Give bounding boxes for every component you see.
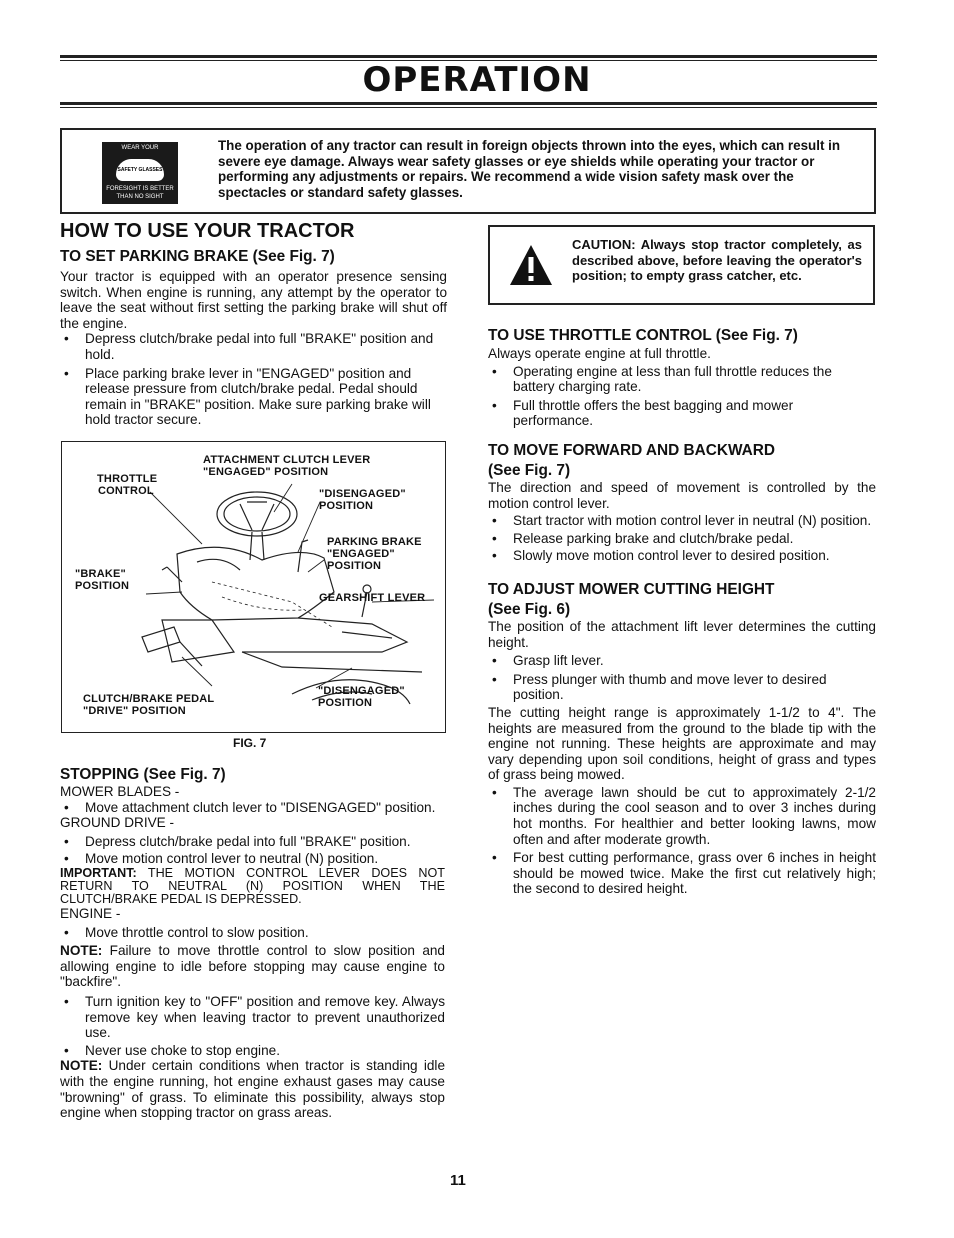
list-item: • For best cutting performance, grass over 6 inches in height should be mowed twice. Make the first cut relatively high; the second to desired height. — [488, 850, 876, 897]
list-item: • Move throttle control to slow position. — [60, 925, 445, 941]
badge-top-text: WEAR YOUR — [121, 145, 159, 151]
label-parking-brake-engaged: "ENGAGED" — [327, 548, 395, 560]
list-item: • The average lawn should be cut to approximately 2-1/2 inches during the cool season and to over 3 inches during hot months. For healthier and better looking lawns, mow often and after moderate growth. — [488, 785, 876, 847]
important-note — [60, 867, 445, 906]
engine-label: ENGINE - — [60, 905, 121, 921]
parking-brake-intro: Your tractor is equipped with an operator presence sensing switch. When engine is running, any attempt by the operator to leave the seat without first setting the parking brake will shut off the engine. — [60, 269, 447, 331]
safety-glasses-icon — [102, 142, 178, 204]
parking-brake-heading: TO SET PARKING BRAKE (See Fig. 7) — [60, 248, 335, 265]
label-disengaged-2-position: POSITION — [318, 697, 373, 709]
note-backfire — [60, 943, 445, 990]
badge-bottom-text-1: FORESIGHT IS BETTER — [106, 186, 174, 192]
throttle-list — [488, 364, 876, 429]
cutting-height-paragraph: The cutting height range is approximately 1-1/2 to 4". The heights are measured from the ground to the blade tip with the engine not running. These heights are approximate and may vary depending upon soil conditions, height of grass and types of grass being mowed. — [488, 704, 876, 783]
page-number: 11 — [450, 1172, 466, 1189]
list-item: • Grasp lift lever. — [488, 653, 876, 669]
label-parking-brake: PARKING BRAKE — [327, 536, 422, 548]
cutting-heading: TO ADJUST MOWER CUTTING HEIGHT — [488, 580, 775, 598]
note-text: Under certain conditions when tractor is standing idle with the engine running, hot engine exhaust gases may cause "browning" of grass. To eliminate this possibility, always stop engine when stopping tractor on grass areas. — [60, 1058, 446, 1121]
safety-warning-box — [60, 128, 876, 214]
list-item: • Slowly move motion control lever to desired position. — [488, 548, 876, 564]
list-item: • Full throttle offers the best bagging and mower performance. — [488, 398, 876, 429]
note-browning — [60, 1058, 445, 1120]
section-title: HOW TO USE YOUR TRACTOR — [60, 220, 355, 242]
top-rule-thick — [60, 55, 877, 58]
caution-box — [488, 225, 875, 305]
important-label: IMPORTANT: — [60, 865, 137, 880]
label-disengaged-1: "DISENGAGED" — [319, 488, 406, 500]
forward-intro: The direction and speed of movement is controlled by the motion control lever. — [488, 479, 876, 511]
safety-warning-text: The operation of any tractor can result in foreign objects thrown into the eyes, which can result in severe eye damage. Always wear safety glasses or eye shields while operating your tractor or performing any adjustments or repairs. We recommend a wide vision safety mask over the spectacles or standard safety glasses. — [218, 138, 841, 200]
list-item: • Place parking brake lever in "ENGAGED" position and release pressure from clutch/brake pedal. Pedal should remain in "BRAKE" position. Make sure parking brake will hold tractor secure. — [60, 366, 447, 428]
caution-text: CAUTION: Always stop tractor completely, as described above, before leaving the operator's position; to empty grass catcher, etc. — [572, 237, 862, 283]
ground-drive-list — [60, 834, 445, 867]
note-text: Failure to move throttle control to slow position and allowing engine to idle before stopping may cause engine to "backfire". — [60, 943, 445, 990]
note-label: NOTE: — [60, 943, 103, 959]
label-disengaged-1-position: POSITION — [319, 500, 374, 512]
throttle-heading: TO USE THROTTLE CONTROL (See Fig. 7) — [488, 327, 798, 344]
list-item: • Depress clutch/brake pedal into full "BRAKE" position. — [60, 834, 445, 850]
stopping-heading: STOPPING (See Fig. 7) — [60, 766, 226, 783]
label-gearshift: GEARSHIFT LEVER — [319, 592, 426, 604]
title-rule-thick — [60, 102, 877, 105]
throttle-intro: Always operate engine at full throttle. — [488, 346, 711, 361]
label-disengaged-2: "DISENGAGED" — [318, 685, 405, 697]
right-column — [488, 327, 876, 897]
figure-caption: FIG. 7 — [233, 736, 267, 750]
cutting-heading-fig: (See Fig. 6) — [488, 600, 571, 618]
list-item: • Move motion control lever to neutral (N) position. — [60, 851, 445, 867]
list-item: • Move attachment clutch lever to "DISENGAGED" position. — [60, 800, 445, 816]
important-text: THE MOTION CONTROL LEVER DOES NOT RETURN TO NEUTRAL (N) POSITION WHEN THE CLUTCH/BRAKE PEDAL IS DEPRESSED. — [60, 865, 445, 906]
list-item: • Press plunger with thumb and move lever to desired position. — [488, 672, 876, 703]
list-item: • Never use choke to stop engine. — [60, 1043, 445, 1059]
engine-list-1 — [60, 925, 445, 941]
list-item: • Turn ignition key to "OFF" position and remove key. Always remove key when leaving tractor to prevent unauthorized use. — [60, 994, 445, 1041]
label-clutch-brake-pedal: CLUTCH/BRAKE PEDAL — [83, 693, 215, 705]
warning-triangle-icon — [508, 243, 554, 287]
label-brake: "BRAKE" — [75, 568, 126, 580]
label-attachment-clutch: ATTACHMENT CLUTCH LEVER — [203, 454, 371, 466]
forward-heading: TO MOVE FORWARD AND BACKWARD — [488, 441, 776, 459]
cutting-list-2 — [488, 785, 876, 897]
badge-glasses-text: SAFETY GLASSES — [116, 159, 164, 181]
note-label: NOTE: — [60, 1058, 103, 1074]
page-title: OPERATION — [362, 60, 592, 100]
left-column-top — [60, 220, 447, 428]
mower-blades-label: MOWER BLADES - — [60, 784, 180, 799]
label-throttle-control: CONTROL — [98, 485, 154, 497]
label-throttle: THROTTLE — [97, 473, 158, 485]
parking-brake-list — [60, 331, 447, 428]
cutting-intro: The position of the attachment lift lever determines the cutting height. — [488, 618, 876, 650]
forward-heading-fig: (See Fig. 7) — [488, 461, 571, 479]
list-item: • Release parking brake and clutch/brake pedal. — [488, 531, 876, 547]
title-rule-thin — [60, 107, 877, 108]
list-item: • Operating engine at less than full throttle reduces the battery charging rate. — [488, 364, 876, 395]
label-brake-position: POSITION — [75, 580, 130, 592]
list-item: • Start tractor with motion control lever in neutral (N) position. — [488, 513, 876, 529]
label-parking-brake-position: POSITION — [327, 560, 382, 572]
list-item: • Depress clutch/brake pedal into full "BRAKE" position and hold. — [60, 331, 447, 362]
label-drive-position: "DRIVE" POSITION — [83, 705, 186, 717]
badge-bottom-text-2: THAN NO SIGHT — [116, 194, 164, 200]
cutting-list-1 — [488, 653, 876, 703]
engine-list-2 — [60, 994, 445, 1058]
label-engaged-position: "ENGAGED" POSITION — [203, 466, 329, 478]
mower-blades-list — [60, 800, 445, 816]
forward-list — [488, 513, 876, 564]
left-column-bottom — [60, 766, 445, 1121]
ground-drive-label: GROUND DRIVE - — [60, 815, 175, 831]
figure-7 — [61, 441, 446, 733]
